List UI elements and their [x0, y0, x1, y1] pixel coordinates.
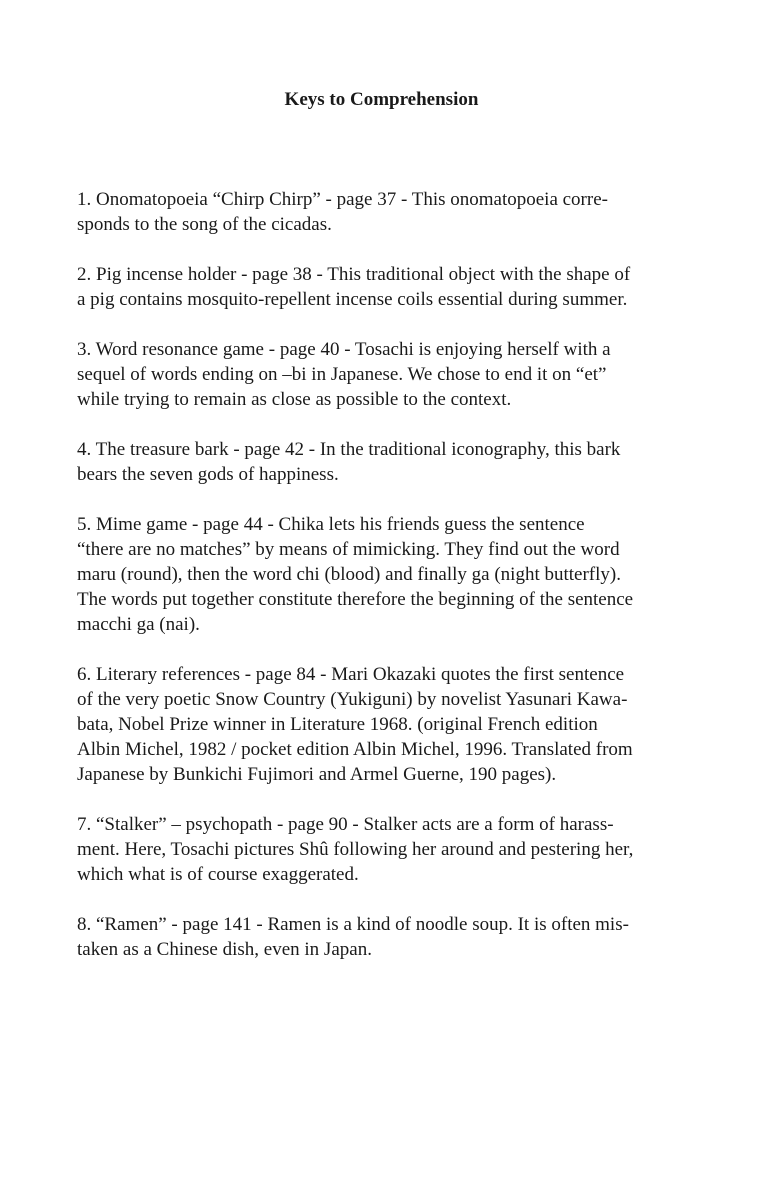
note-item — [77, 662, 691, 787]
note-line: macchi ga (nai). — [77, 614, 200, 635]
note-line: a pig contains mosquito-repellent incense coils essential during summer. — [77, 289, 628, 310]
note-line: bears the seven gods of happiness. — [77, 464, 339, 485]
note-line: bata, Nobel Prize winner in Literature 1968. (original French edition — [77, 714, 598, 735]
note-item — [77, 337, 691, 412]
note-line: “there are no matches” by means of mimicking. They find out the word — [77, 539, 620, 560]
note-line: Albin Michel, 1982 / pocket edition Albin Michel, 1996. Translated from — [77, 739, 633, 760]
note-line: maru (round), then the word chi (blood) and finally ga (night butterfly). — [77, 564, 621, 585]
note-line: sequel of words ending on –bi in Japanese. We chose to end it on “et” — [77, 364, 607, 385]
note-line: 3. Word resonance game - page 40 - Tosachi is enjoying herself with a — [77, 339, 611, 360]
note-line: sponds to the song of the cicadas. — [77, 214, 332, 235]
note-item — [77, 187, 691, 237]
note-item — [77, 812, 691, 887]
note-item — [77, 437, 691, 487]
note-item — [77, 262, 691, 312]
note-line: of the very poetic Snow Country (Yukiguni) by novelist Yasunari Kawa- — [77, 689, 628, 710]
note-line: 2. Pig incense holder - page 38 - This traditional object with the shape of — [77, 264, 631, 285]
notes-list — [77, 187, 691, 987]
note-line: 8. “Ramen” - page 141 - Ramen is a kind of noodle soup. It is often mis- — [77, 914, 629, 935]
note-item — [77, 512, 691, 637]
note-line: 5. Mime game - page 44 - Chika lets his friends guess the sentence — [77, 514, 585, 535]
note-item — [77, 912, 691, 962]
note-line: 4. The treasure bark - page 42 - In the traditional iconography, this bark — [77, 439, 621, 460]
note-line: ment. Here, Tosachi pictures Shû following her around and pestering her, — [77, 839, 634, 860]
note-line: which what is of course exaggerated. — [77, 864, 359, 885]
note-line: 6. Literary references - page 84 - Mari Okazaki quotes the first sentence — [77, 664, 625, 685]
note-line: 7. “Stalker” – psychopath - page 90 - Stalker acts are a form of harass- — [77, 814, 614, 835]
note-line: taken as a Chinese dish, even in Japan. — [77, 939, 372, 960]
page-title: Keys to Comprehension — [284, 89, 479, 110]
note-line: The words put together constitute therefore the beginning of the sentence — [77, 589, 634, 610]
note-line: Japanese by Bunkichi Fujimori and Armel Guerne, 190 pages). — [77, 764, 557, 785]
note-line: 1. Onomatopoeia “Chirp Chirp” - page 37 - This onomatopoeia corre- — [77, 189, 608, 210]
note-line: while trying to remain as close as possible to the context. — [77, 389, 512, 410]
